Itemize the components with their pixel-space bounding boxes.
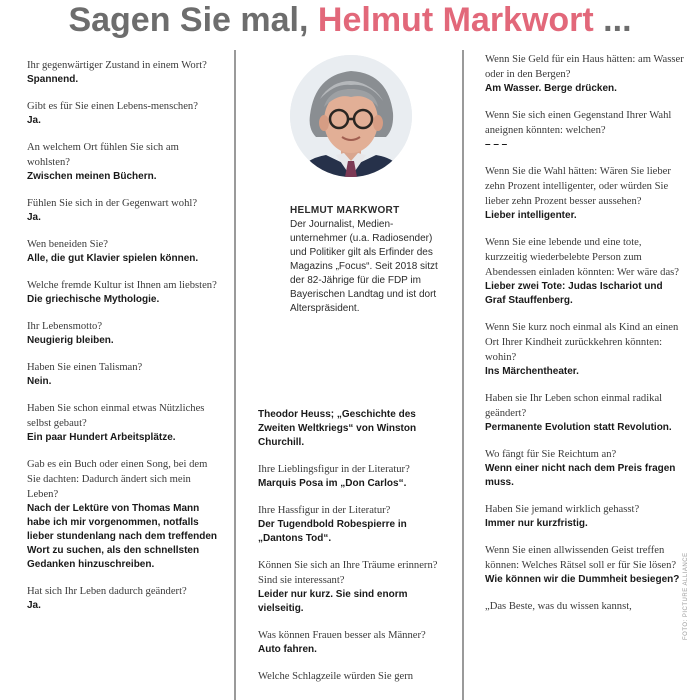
answer: Ja.	[27, 115, 41, 126]
left-column	[27, 58, 223, 700]
question: Gibt es für Sie einen Lebens-menschen?	[27, 101, 198, 112]
headline-name: Helmut Markwort	[317, 0, 594, 39]
question: Wenn Sie einen allwissenden Geist treffen können: Welches Rätsel soll er für Sie lösen?	[485, 545, 677, 571]
question: Haben Sie jemand wirklich gehasst?	[485, 504, 640, 515]
question: Welche fremde Kultur ist Ihnen am liebsten?	[27, 280, 217, 291]
answer: Immer nur kurzfristig.	[485, 518, 588, 529]
question: Wo fängt für Sie Reichtum an?	[485, 449, 617, 460]
profile-bio: Der Journalist, Medien-unternehmer (u.a. Radiosender) und Politiker gilt als Erfinder des Magazins „Focus“. Seit 2018 sitzt der 82-Jährige für die FDP im Bayerischen Landtag und ist dort Alterspräsident.	[290, 219, 438, 314]
answer: Marquis Posa im „Don Carlos“.	[258, 478, 407, 489]
question: Ihr Lebensmotto?	[27, 321, 103, 332]
question: Ihre Hassfigur in der Literatur?	[258, 505, 391, 516]
middle-column	[258, 408, 448, 696]
qa-item	[485, 502, 685, 531]
column-divider-right	[462, 50, 464, 700]
qa-item	[485, 235, 685, 308]
qa-item	[27, 401, 223, 445]
question: Hat sich Ihr Leben dadurch geändert?	[27, 586, 187, 597]
answer: Nach der Lektüre von Thomas Mann habe ich mir vorgenommen, notfalls lieber stundenlang nach dem treffenden Wort zu suchen, als den schnellsten Gedanken hinzuschreiben.	[27, 503, 218, 570]
answer: Wenn einer nicht nach dem Preis fragen muss.	[485, 463, 676, 488]
qa-item	[27, 278, 223, 307]
qa-item	[258, 408, 448, 450]
answer: Die griechische Mythologie.	[27, 294, 160, 305]
question: Haben Sie einen Talisman?	[27, 362, 143, 373]
qa-item	[485, 447, 685, 490]
answer: Lieber zwei Tote: Judas Ischariot und Graf Stauffenberg.	[485, 281, 663, 306]
answer: Spannend.	[27, 74, 79, 85]
answer: Leider nur kurz. Sie sind enorm vielseitig.	[258, 589, 408, 614]
qa-item	[485, 543, 685, 587]
qa-item	[27, 196, 223, 225]
answer: Am Wasser. Berge drücken.	[485, 83, 617, 94]
qa-item	[27, 237, 223, 266]
question: Können Sie sich an Ihre Träume erinnern? Sind sie interessant?	[258, 560, 438, 586]
question: „Das Beste, was du wissen kannst,	[485, 601, 632, 612]
question: Wenn Sie eine lebende und eine tote, kurzzeitig wiederbelebte Person zum Abendessen einladen könnten: Wer wäre das?	[485, 237, 679, 278]
answer: Zwischen meinen Büchern.	[27, 171, 157, 182]
answer: Wie können wir die Dummheit besiegen?	[485, 574, 680, 585]
qa-item	[27, 319, 223, 348]
profile-name: HELMUT MARKWORT	[290, 205, 400, 216]
question: Wenn Sie sich einen Gegenstand Ihrer Wahl aneignen könnten: welchen?	[485, 110, 672, 136]
question: Gab es ein Buch oder einen Song, bei dem Sie dachten: Dadurch ändert sich mein Leben?	[27, 459, 208, 500]
answer: Ins Märchentheater.	[485, 366, 579, 377]
answer: Ja.	[27, 212, 41, 223]
answer: Ein paar Hundert Arbeitsplätze.	[27, 432, 176, 443]
answer: Ja.	[27, 600, 41, 611]
question: Wenn Sie die Wahl hätten: Wären Sie lieber zehn Prozent intelligenter, oder würden Sie lieber zehn Prozent besser aussehen?	[485, 166, 671, 207]
headline-suffix: ...	[593, 0, 632, 39]
answer: Neugierig bleiben.	[27, 335, 114, 346]
right-column	[485, 52, 685, 700]
qa-item	[485, 52, 685, 96]
qa-item	[27, 58, 223, 87]
qa-item	[485, 391, 685, 435]
qa-item	[27, 140, 223, 184]
question: An welchem Ort fühlen Sie sich am wohlsten?	[27, 142, 179, 168]
qa-item	[485, 320, 685, 379]
answer: Lieber intelligenter.	[485, 210, 577, 221]
question: Wen beneiden Sie?	[27, 239, 108, 250]
question: Haben sie Ihr Leben schon einmal radikal geändert?	[485, 393, 663, 419]
question: Haben Sie schon einmal etwas Nützliches selbst gebaut?	[27, 403, 205, 429]
answer: Der Tugendbold Robespierre in „Dantons Tod“.	[258, 519, 407, 544]
qa-item	[27, 584, 223, 613]
question: Wenn Sie kurz noch einmal als Kind an einen Ort Ihrer Kindheit zurückkehren könnten: wohin?	[485, 322, 679, 363]
qa-item	[27, 360, 223, 389]
answer: Nein.	[27, 376, 52, 387]
portrait-photo	[290, 55, 412, 177]
portrait-illustration	[290, 55, 412, 177]
answer: Auto fahren.	[258, 644, 317, 655]
answer: Alle, die gut Klavier spielen können.	[27, 253, 199, 264]
headline-prefix: Sagen Sie mal,	[68, 0, 318, 39]
qa-item	[27, 99, 223, 128]
qa-item	[485, 108, 685, 152]
question: Ihr gegenwärtiger Zustand in einem Wort?	[27, 60, 207, 71]
question: Was können Frauen besser als Männer?	[258, 630, 426, 641]
qa-item	[258, 669, 448, 684]
column-divider-left	[234, 50, 236, 700]
question: Wenn Sie Geld für ein Haus hätten: am Wasser oder in den Bergen?	[485, 54, 684, 80]
qa-item	[27, 457, 223, 572]
qa-item	[258, 462, 448, 491]
qa-item	[485, 164, 685, 223]
answer: Theodor Heuss; „Geschichte des Zweiten Weltkriegs“ von Winston Churchill.	[258, 409, 417, 448]
question: Fühlen Sie sich in der Gegenwart wohl?	[27, 198, 198, 209]
qa-item	[485, 599, 685, 614]
answer: Permanente Evolution statt Revolution.	[485, 422, 672, 433]
photo-credit: FOTO: PICTURE ALLIANCE	[683, 552, 689, 640]
qa-item	[258, 558, 448, 616]
qa-item	[258, 628, 448, 657]
answer: – – –	[485, 139, 508, 150]
question: Ihre Lieblingsfigur in der Literatur?	[258, 464, 410, 475]
question: Welche Schlagzeile würden Sie gern	[258, 671, 414, 682]
profile-box	[290, 204, 440, 316]
qa-item	[258, 503, 448, 546]
page-headline	[0, 1, 700, 40]
